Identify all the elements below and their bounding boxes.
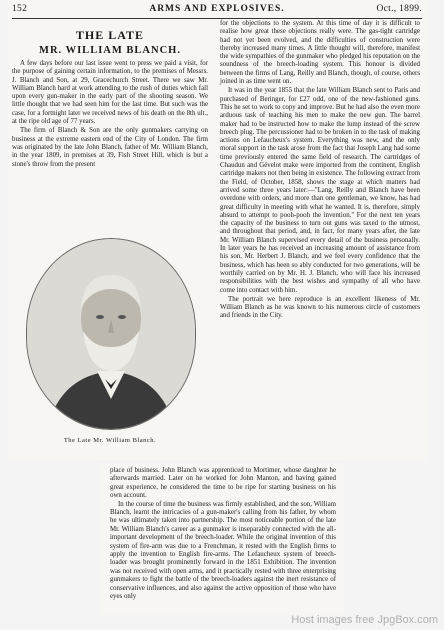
watermark-text: Host images free JpgBox.com [291, 614, 438, 626]
right-paragraph: It was in the year 1855 that the late William Blanch sent to Paris and purchased of Beringer, for £27 odd, one of the new-fashioned guns. This he set to work to copy and improve. But he had also the even more arduous task of teaching his men to make the new gun. The barrel maker had to be instructed how to make the lump instead of the screw breech plug. The percussioner had to be broken in to the task of making actions on Lefaucheux's system. Everything was new, and the only moral support in the task arose from the fact that Joseph Lang had some time previously entered the same field of research. The cartridges of Chaudun and Gévelot make were imported from the continent, English cartridge makers not then being in existence. The following extract from the Field, of October, 1858, shows the stage at which matters had arrived some three years later:—"Lang, Reilly and Blanch have been overdone with orders, and more than one gentleman, we know, has had great difficulty in meeting with what he wanted. It is, therefore, simply absurd to attempt to pooh-pooh the invention." For the next ten years the capacity of the business to turn out guns was taxed to the utmost, and throughout that period, and, in fact, for many years after, the late Mr. William Blanch supervised every detail of the business personally. In later years he has received an increasing amount of assistance from his son, Mr. Herbert J. Blanch, and we feel every confidence that the business, which has been so ably conducted for two generations, will be worthily carried on by Mr. H. J. Blanch, who will face his increased responsibilities with the best wishes and sympathy of all who have come into contact with him. [220, 87, 420, 294]
page-number: 152 [12, 4, 28, 14]
left-paragraph: A few days before our last issue went to press we paid a visit, for the purpose of gaining certain information, to the premises of Messrs. J. Blanch and Son, at 29, Gracechurch Street. There we saw Mr. William Blanch hard at work attending to the rush of duties which fall upon every gun-maker in the early part of the shooting season. We little thought that we had seen him for the last time. But such was the case, for a fortnight later we received news of his death on the 8th ult., at the ripe old age of 77 years. [12, 60, 208, 126]
left-column [12, 22, 208, 170]
right-paragraph: The portrait we here reproduce is an excellent likeness of Mr. William Blanch as he was known to his numerous circle of customers and friends in the City. [220, 295, 420, 320]
article-title-line1: THE LATE [75, 28, 145, 42]
portrait-image [26, 238, 196, 430]
portrait-illustration [27, 239, 195, 429]
bottom-paragraph: In the course of time the business was firmly established, and the son, William Blanch, learnt the intricacies of a gun-maker's calling from his father, by whom he was ultimately taken into partnership. The most noticeable portion of the late Mr. William Blanch's career as a gunmaker is inseparably connected with the all-important development of the breech-loader. While the original invention of this system of fire-arm was due to a Frenchman, it rested with the English firms to apply the invention to English fire-arms. The Lefaucheux system of breech-loader was brought prominently forward in the 1851 Exhibition. The invention was not received with open arms, and it practically rested with three enterprising gunmakers to fight the battle of the breech-loaders against the inert resistance of conservative influences, and also against the active opposition of those who have eyes only [110, 500, 336, 601]
bottom-paragraph: place of business. John Blanch was apprenticed to Mortimer, whose daughter he afterwards married. Later on he worked for John Manton, and having gained great experience, he considered the time to be ripe for starting business on his own account. [110, 467, 336, 500]
article-title-line2: MR. WILLIAM BLANCH. [39, 45, 181, 56]
left-paragraph: The firm of Blanch & Son are the only gunmakers carrying on business at the extreme eastern end of the City of London. The firm was originated by the late John Blanch, father of Mr. William Blanch, in the year 1809, in premises at 39, Fish Street Hill, which is but a stone's throw from the present [12, 127, 208, 168]
magazine-page [8, 0, 426, 460]
right-paragraph: for the objections to the system. At this time of day it is difficult to realise how great these objections really were. The gas-tight cartridge had not yet been evolved, and the difficulties of construction were thereby increased many times. A little thought will, therefore, manifest the wide sympathies of the gunmaker who pledged his reputation on the soundness of the breech-loading system. This honour is divided between the firms of Lang, Reilly and Blanch, though, of course, others joined in as time went on. [220, 20, 420, 86]
continued-page-fragment [102, 463, 344, 615]
portrait-caption: The Late Mr. William Blanch. [63, 437, 157, 444]
right-column [220, 20, 420, 322]
issue-date: Oct., 1899. [376, 4, 422, 14]
publication-title: ARMS AND EXPLOSIVES. [149, 4, 285, 14]
header-rule [12, 18, 422, 19]
page-header [12, 4, 422, 18]
